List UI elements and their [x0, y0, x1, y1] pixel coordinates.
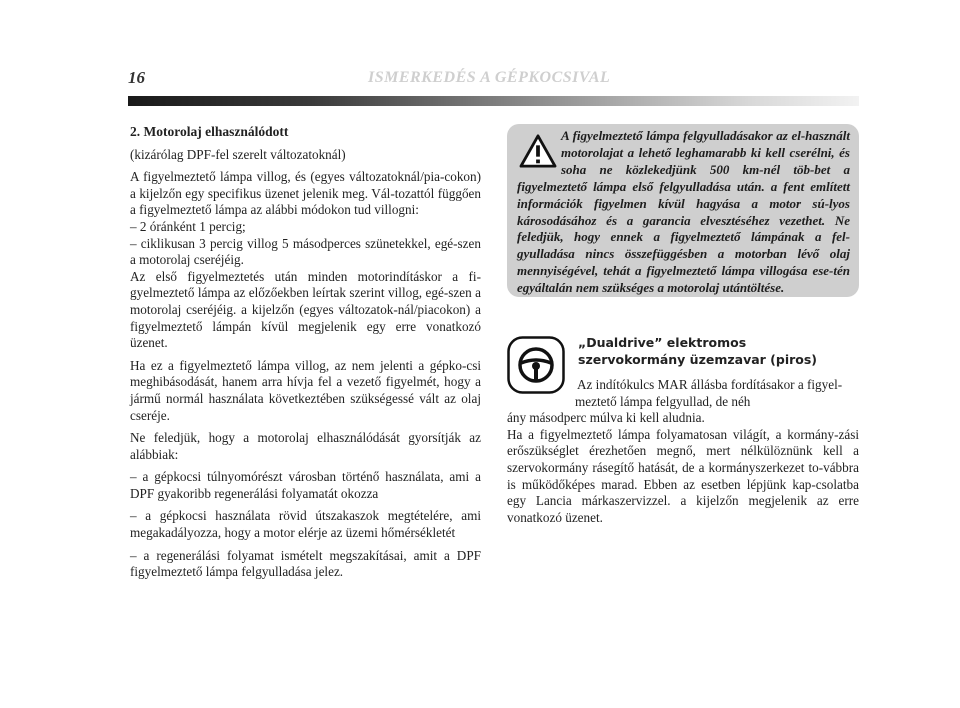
- list-item: – a regenerálási folyamat ismételt megszakításai, amit a DPF figyelmeztető lámpa felgyulladása jelez.: [130, 547, 481, 580]
- section-subtitle: (kizárólag DPF-fel szerelt változatoknál): [130, 146, 346, 162]
- warning-box: [507, 124, 859, 297]
- paragraph: A figyelmeztető lámpa villog, és (egyes változatoknál/pia-cokon) a kijelzőn egy specifikus üzenet jelenik meg. Vál-tozattól függően a figyelmeztető lámpa az alábbi módokon tud villogni:: [130, 169, 481, 218]
- page-header: [128, 68, 858, 90]
- text-line: Az indítókulcs MAR állásba fordításakor a figyel-: [577, 377, 843, 392]
- warning-text: A figyelmeztető lámpa felgyulladásakor az el-használt motorolajat a lehető leghamarabb ki kell cserélni, és soha ne közlekedjünk 500 km-nél töb-bet a figyelmeztető lámpa első felgyulladása után. a fent említett információk figyelmen kívül hagyása a motor sú-lyos károsodásához és a garancia elvesztéséhez vezethet. Ne feledjük, hogy ennek a figyelmeztető lámpának a fel-gyulladása nincs összefüggésben a motorban lévő olaj mennyiségével, tehát a figyelmeztető lámpa villogása ese-tén egyáltalán nem szükséges a motorolaj utántöltése.: [517, 128, 850, 296]
- paragraph: Ne feledjük, hogy a motorolaj elhasználódását gyorsítják az alábbiak:: [130, 430, 481, 462]
- list-item: – ciklikusan 3 percig villog 5 másodperces szünetekkel, egé-szen a motorolaj cseréjéig.: [130, 235, 481, 268]
- steering-section-body: [507, 377, 859, 526]
- warning-text-block: [517, 128, 850, 297]
- paragraph: Az első figyelmeztetés után minden motorindításkor a fi-gyelmeztető lámpa az előzőekben leírtak szerint villog, egé-szen a motorolaj cseréjéig. a kijelzőn (egyes változatok-nál/piacokon) a figyelmeztető lámpán kívül megjelenik egy erre vonatkozó üzenet.: [130, 268, 481, 351]
- section-title: 2. Motorolaj elhasználódott: [130, 124, 289, 139]
- page-number: 16: [128, 68, 145, 87]
- list-item: – a gépkocsi használata rövid útszakaszok megtételére, ami megakadályozza, hogy a motor elérje az üzemi hőmérsékletét: [130, 508, 481, 541]
- chapter-title: ISMERKEDÉS A GÉPKOCSIVAL: [368, 69, 611, 86]
- paragraph: Ha a figyelmeztető lámpa folyamatosan világít, a kormány-zási erőszükséglet érezhetően megnő, mert nélkülöznünk kell a szervokormány rásegítő hatását, de a kormányszerkezet to-vábbra is működőképes marad. Ebben az esetben lépjünk kap-csolatba egy Lancia márkaszervizzel. a kijelzőn megjelenik az erre vonatkozó üzenet.: [507, 426, 859, 525]
- text-line: ány másodperc múlva ki kell aludnia.: [507, 410, 705, 426]
- text-line: meztető lámpa felgyullad, de néh: [575, 393, 751, 409]
- paragraph: Ha ez a figyelmeztető lámpa villog, az nem jelenti a gépko-csi meghibásodását, hanem arra hívja fel a vezető figyelmét, hogy a jármű normál használata következtében szükségessé vált az olaj cseréje.: [130, 357, 481, 423]
- list-item: – a gépkocsi túlnyomórészt városban történő használata, ami a DPF gyakoribb regenerálási folyamatát okozza: [130, 469, 481, 501]
- steering-section-title: „Dualdrive” elektromos szervokormány üzemzavar (piros): [578, 335, 818, 367]
- header-gradient-bar: [128, 96, 859, 106]
- left-column: [130, 124, 481, 587]
- list-item: – 2 óránként 1 percig;: [130, 218, 246, 234]
